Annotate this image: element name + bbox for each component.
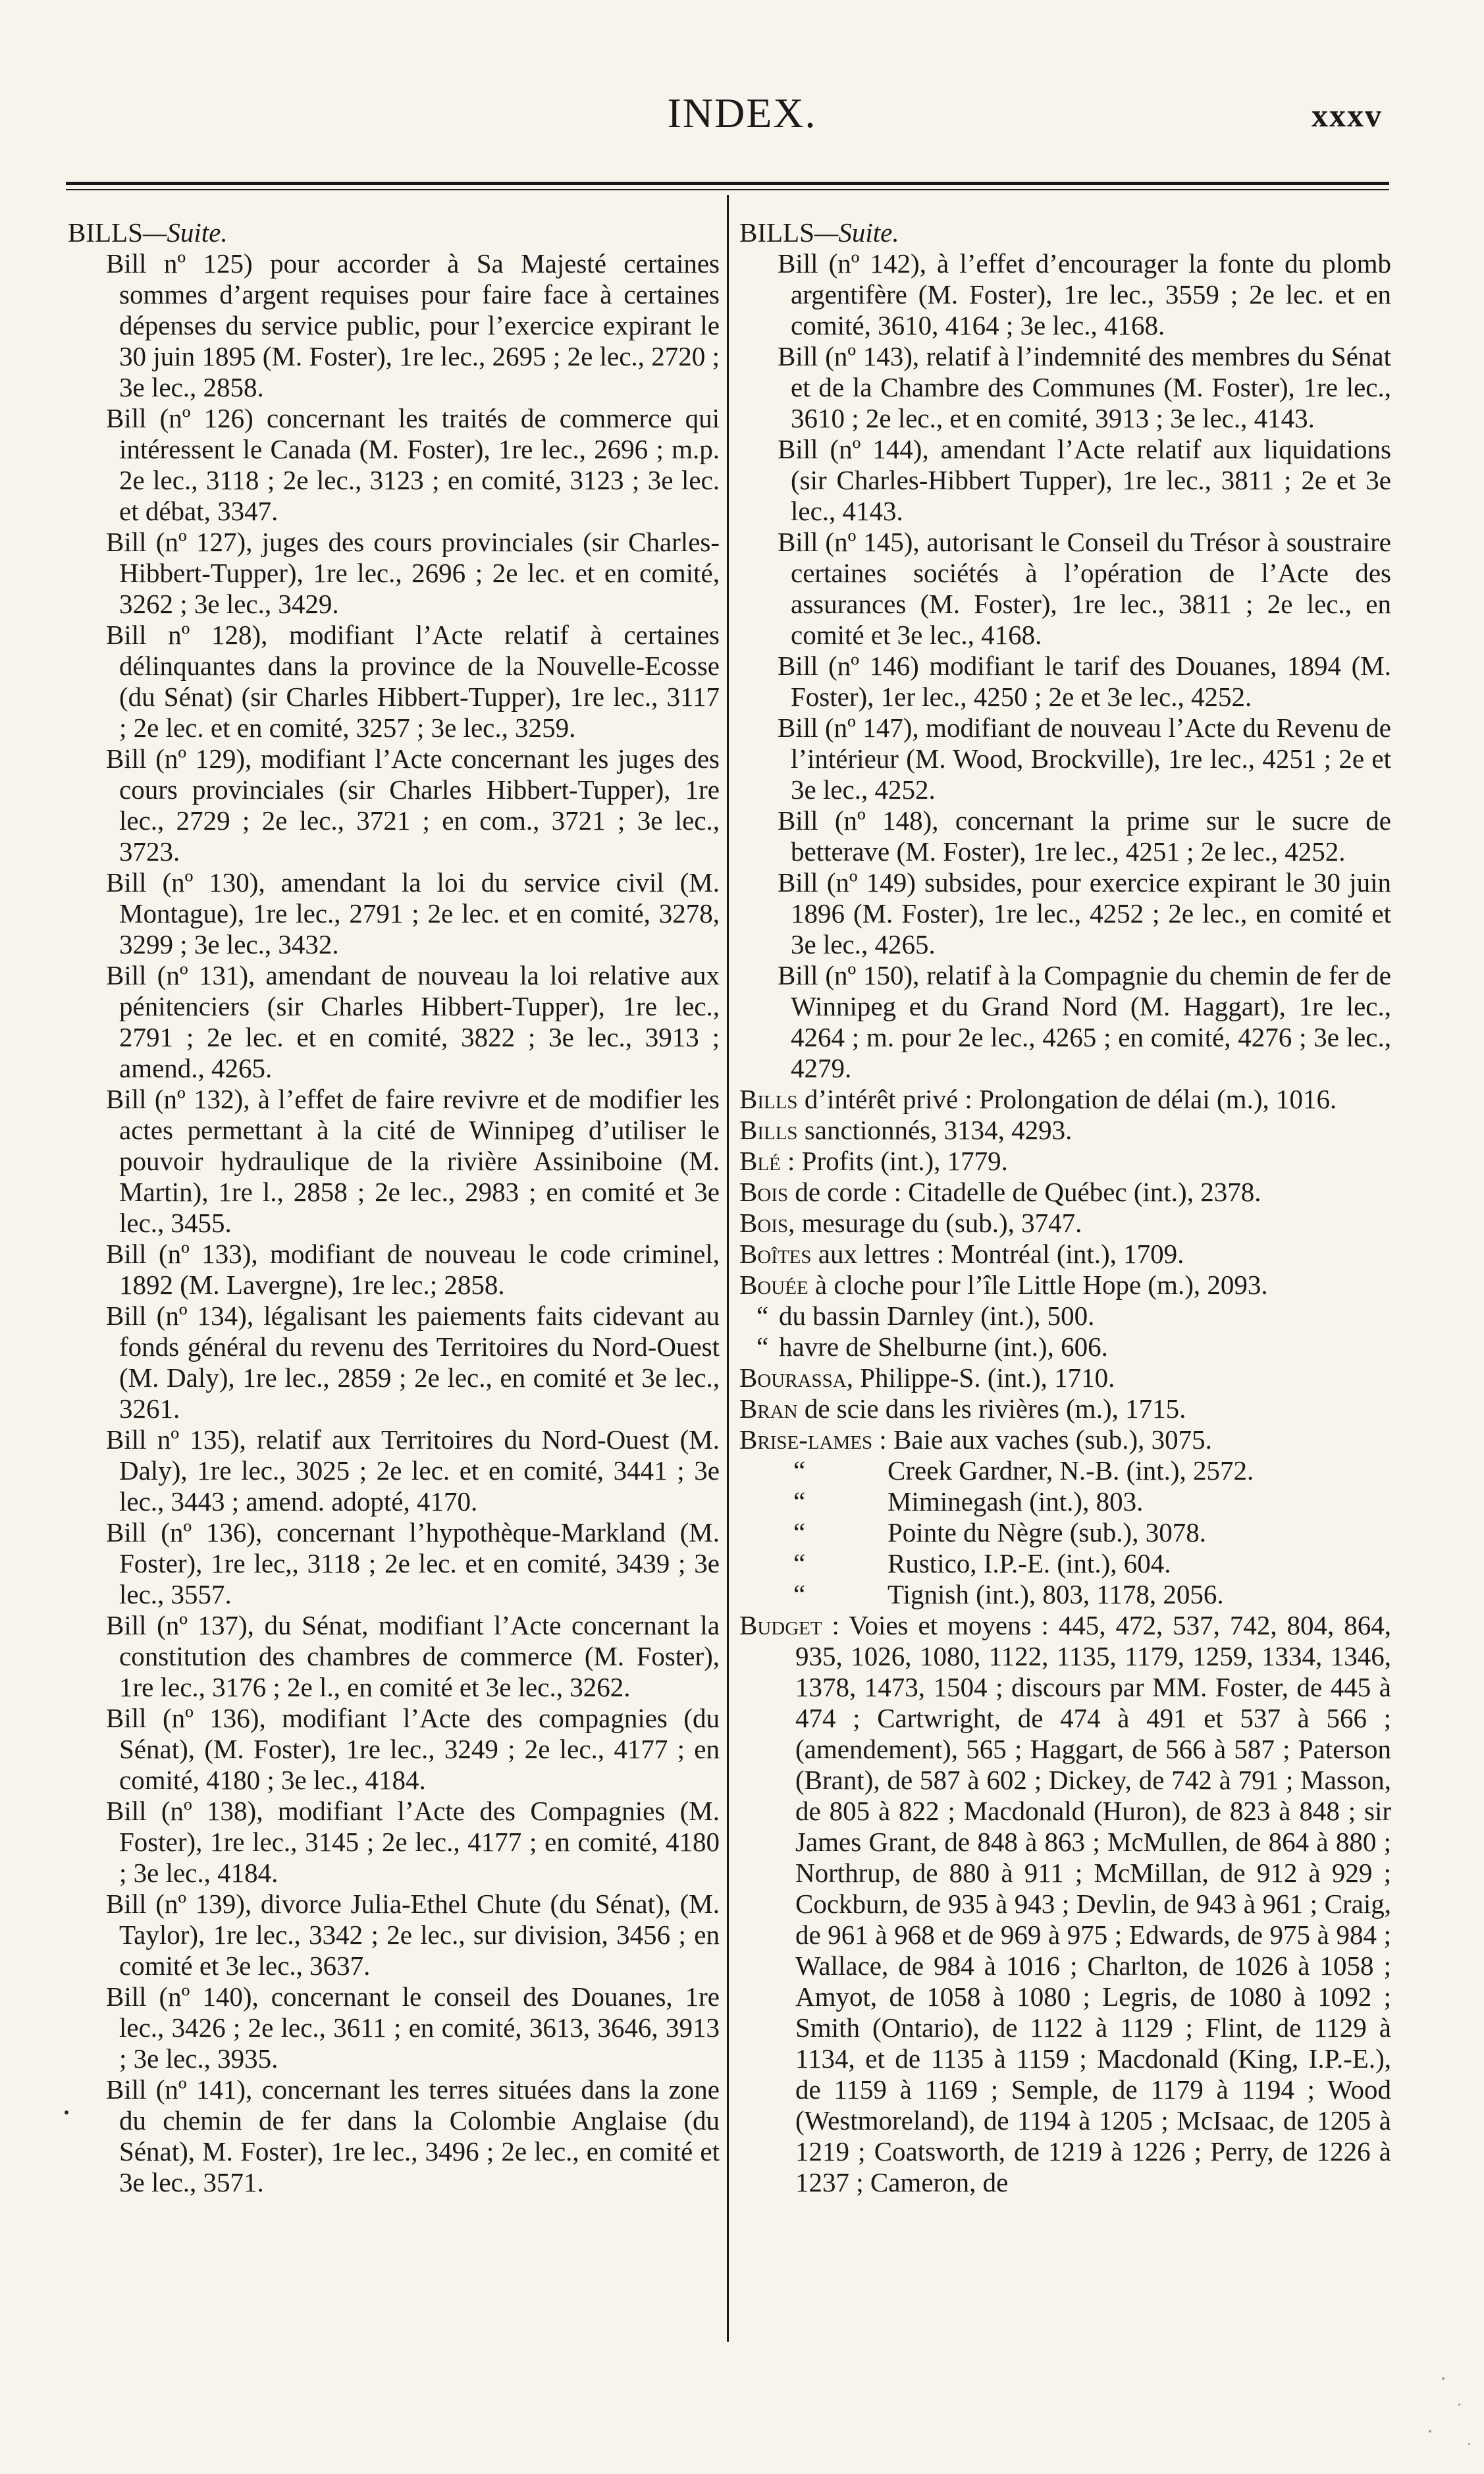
index-entry: Bill nº 125) pour accorder à Sa Majesté certaines sommes d’argent requises pour faire face à certaines dépenses du service public, pour l’exercice expirant le 30 juin 1895 (M. Foster), 1re lec., 2695 ; 2e lec., 2720 ; 3e lec., 2858. <box>106 248 720 402</box>
entry-text: de corde : Citadelle de Québec (int.), 2378. <box>788 1177 1261 1207</box>
index-subentry <box>739 1579 1391 1610</box>
index-entry: Bill nº 135), relatif aux Territoires du Nord-Ouest (M. Daly), 1re lec., 3025 ; 2e lec. et en comité, 3441 ; 3e lec., 3443 ; amend. adopté, 4170. <box>106 1424 720 1517</box>
index-subentry <box>739 1517 1391 1548</box>
index-entry: Bill (nº 144), amendant l’Acte relatif aux liquidations (sir Charles-Hibbert Tupper), 1re lec., 3811 ; 2e et 3e lec., 4143. <box>778 434 1391 526</box>
index-entry: Bill (nº 145), autorisant le Conseil du Trésor à soustraire certaines sociétés à l’opération de l’Acte des assurances (M. Foster), 1re lec., 3811 ; 2e lec., en comité et 3e lec., 4168. <box>778 527 1391 650</box>
index-entry-budget <box>739 1610 1391 2198</box>
ditto-mark: “ <box>793 1455 806 1486</box>
ditto-mark: “ <box>793 1548 806 1578</box>
index-entry: Bill (nº 149) subsides, pour exercice expirant le 30 juin 1896 (M. Foster), 1re lec., 4252 ; 2e lec., en comité et 3e lec., 4265. <box>778 867 1391 959</box>
index-entry: Bill (nº 130), amendant la loi du service civil (M. Montague), 1re lec., 2791 ; 2e lec. et en comité, 3278, 3299 ; 3e lec., 3432. <box>106 867 720 959</box>
index-entry: Bill (nº 147), modifiant de nouveau l’Acte du Revenu de l’intérieur (M. Wood, Brockville), 1re lec., 4251 ; 2e et 3e lec., 4252. <box>778 713 1391 805</box>
index-entry: Bill (nº 136), modifiant l’Acte des compagnies (du Sénat), (M. Foster), 1re lec., 3249 ; 2e lec., 4177 ; en comité, 4180 ; 3e lec., 4184. <box>106 1703 720 1795</box>
index-entry <box>739 1177 1391 1208</box>
page-header <box>0 0 1484 165</box>
entry-text: à cloche pour l’île Little Hope (m.), 2093. <box>808 1270 1268 1300</box>
entry-text: aux lettres : Montréal (int.), 1709. <box>811 1239 1184 1269</box>
column-divider <box>727 195 729 2342</box>
ditto-mark: “ <box>793 1486 806 1517</box>
index-entry <box>739 1208 1391 1239</box>
subentry-text: Tignish (int.), 803, 1178, 2056. <box>888 1579 1224 1609</box>
ditto-mark: “ <box>756 1331 769 1362</box>
entry-text: : Profits (int.), 1779. <box>780 1146 1008 1176</box>
entry-head: Bois <box>739 1208 789 1238</box>
index-entry: Bill (nº 139), divorce Julia-Ethel Chute (du Sénat), (M. Taylor), 1re lec., 3342 ; 2e lec., sur division, 3456 ; en comité et 3e lec., 3637. <box>106 1889 720 1981</box>
index-entry: Bill (nº 136), concernant l’hypothèque-Markland (M. Foster), 1re lec,, 3118 ; 2e lec. et en comité, 3439 ; 3e lec., 3557. <box>106 1517 720 1609</box>
entry-text: , mesurage du (sub.), 3747. <box>788 1208 1082 1238</box>
entry-text: sanctionnés, 3134, 4293. <box>797 1115 1073 1145</box>
index-subentry <box>739 1548 1391 1579</box>
entry-head: Bran <box>739 1393 798 1424</box>
ink-blot <box>65 2111 68 2114</box>
entry-head: Bills <box>739 1084 798 1114</box>
page-number: xxxv <box>1312 97 1383 134</box>
index-entry: Bill nº 128), modifiant l’Acte relatif à certaines délinquantes dans la province de la Nouvelle-Ecosse (du Sénat) (sir Charles Hibbert-Tupper), 1re lec., 3117 ; 2e lec. et en comité, 3257 ; 3e lec., 3259. <box>106 620 720 743</box>
subentry-text: Rustico, I.P.-E. (int.), 604. <box>888 1548 1171 1578</box>
index-entry: Bill (nº 131), amendant de nouveau la loi relative aux pénitenciers (sir Charles Hibbert-Tupper), 1re lec., 2791 ; 2e lec. et en comité, 3822 ; 3e lec., 3913 ; amend., 4265. <box>106 960 720 1083</box>
index-entry: Bill (nº 138), modifiant l’Acte des Compagnies (M. Foster), 1re lec., 3145 ; 2e lec., 4177 ; en comité, 4180 ; 3e lec., 4184. <box>106 1796 720 1888</box>
ditto-mark: “ <box>793 1517 806 1547</box>
index-entry: Bill (nº 132), à l’effet de faire revivre et de modifier les actes permettant à la cité de Winnipeg d’utiliser le pouvoir hydraulique de la rivière Assiniboine (M. Martin), 1re l., 2858 ; 2e lec., 2983 ; en comité et 3e lec., 3455. <box>106 1084 720 1238</box>
index-entry: Bill (nº 129), modifiant l’Acte concernant les juges des cours provinciales (sir Charles Hibbert-Tupper), 1re lec., 2729 ; 2e lec., 3721 ; en com., 3721 ; 3e lec., 3723. <box>106 743 720 867</box>
index-entry: Bill (nº 141), concernant les terres situées dans la zone du chemin de fer dans la Colombie Anglaise (du Sénat), M. Foster), 1re lec., 3496 ; 2e lec., en comité et 3e lec., 3571. <box>106 2074 720 2197</box>
header-rule-thick <box>66 182 1389 185</box>
section-suffix: —Suite. <box>142 217 228 248</box>
ditto-mark: “ <box>793 1579 806 1609</box>
index-subentry <box>739 1486 1391 1517</box>
paper-speck <box>1442 2377 1444 2380</box>
subentry-text: Creek Gardner, N.-B. (int.), 2572. <box>888 1455 1254 1486</box>
index-entry: Bill (nº 133), modifiant de nouveau le code criminel, 1892 (M. Lavergne), 1re lec.; 2858. <box>106 1239 720 1300</box>
index-subentry <box>739 1331 1391 1362</box>
index-entry <box>739 1239 1391 1270</box>
index-entry: Bill (nº 148), concernant la prime sur le sucre de betterave (M. Foster), 1re lec., 4251 ; 2e lec., 4252. <box>778 805 1391 867</box>
index-entry <box>739 1084 1391 1115</box>
index-subentry <box>739 1301 1391 1331</box>
index-entry <box>739 1270 1391 1301</box>
entry-head: Budget <box>739 1610 822 1640</box>
paper-speck <box>1458 2404 1460 2406</box>
page-title: INDEX. <box>667 90 817 136</box>
entry-head: Bourassa <box>739 1362 847 1393</box>
header-rule-thin <box>66 189 1389 190</box>
section-head-label: BILLS <box>739 217 814 248</box>
index-entry <box>739 1424 1391 1455</box>
index-subentry <box>739 1455 1391 1486</box>
entry-head: Bills <box>739 1115 798 1145</box>
index-entry: Bill (nº 143), relatif à l’indemnité des membres du Sénat et de la Chambre des Communes (M. Foster), 1re lec., 3610 ; 2e lec., et en comité, 3913 ; 3e lec., 4143. <box>778 341 1391 433</box>
entry-text: : Voies et moyens : 445, 472, 537, 742, 804, 864, 935, 1026, 1080, 1122, 1135, 1179, 1259, 1334, 1346, 1378, 1473, 1504 ; discours par MM. Foster, de 445 à 474 ; Cartwright, de 474 à 491 et 537 à 566 ; (amendement), 565 ; Haggart, de 566 à 587 ; Paterson (Brant), de 587 à 602 ; Dickey, de 742 à 791 ; Masson, de 805 à 822 ; Macdonald (Huron), de 823 à 848 ; sir James Grant, de 848 à 863 ; McMullen, de 864 à 880 ; Northrup, de 880 à 911 ; McMillan, de 912 à 929 ; Cockburn, de 935 à 943 ; Devlin, de 943 à 961 ; Craig, de 961 à 968 et de 969 à 975 ; Edwards, de 975 à 984 ; Wallace, de 984 à 1016 ; Charlton, de 1026 à 1058 ; Amyot, de 1058 à 1080 ; Legris, de 1080 à 1092 ; Smith (Ontario), de 1122 à 1129 ; Flint, de 1129 à 1134, et de 1135 à 1159 ; Macdonald (King, I.P.-E.), de 1159 à 1169 ; Semple, de 1179 à 1194 ; Wood (Westmoreland), de 1194 à 1205 ; McIsaac, de 1205 à 1219 ; Coatsworth, de 1219 à 1226 ; Perry, de 1226 à 1237 ; Cameron, de <box>795 1610 1391 2197</box>
section-heading <box>68 217 720 248</box>
paper-speck <box>1468 2443 1470 2445</box>
left-column <box>68 217 720 2198</box>
entry-head: Boîtes <box>739 1239 812 1269</box>
entry-text: de scie dans les rivières (m.), 1715. <box>797 1393 1186 1424</box>
index-entry: Bill (nº 127), juges des cours provinciales (sir Charles-Hibbert-Tupper), 1re lec., 2696 ; 2e lec. et en comité, 3262 ; 3e lec., 3429. <box>106 527 720 619</box>
paper-speck <box>1429 2430 1431 2433</box>
index-entry: Bill (nº 142), à l’effet d’encourager la fonte du plomb argentifère (M. Foster), 1re lec., 3559 ; 2e lec. et en comité, 3610, 4164 ; 3e lec., 4168. <box>778 248 1391 340</box>
section-heading <box>739 217 1391 248</box>
entry-head: Brise-lames <box>739 1424 873 1455</box>
entry-text: , Philippe-S. (int.), 1710. <box>846 1362 1115 1393</box>
section-suffix: —Suite. <box>814 217 899 248</box>
index-entry: Bill (nº 150), relatif à la Compagnie du chemin de fer de Winnipeg et du Grand Nord (M. Haggart), 1re lec., 4264 ; m. pour 2e lec., 4265 ; en comité, 4276 ; 3e lec., 4279. <box>778 960 1391 1083</box>
index-entry <box>739 1146 1391 1177</box>
entry-text: : Baie aux vaches (sub.), 3075. <box>872 1424 1212 1455</box>
index-entry <box>739 1362 1391 1393</box>
index-entry <box>739 1393 1391 1424</box>
entry-head: Bois <box>739 1177 789 1207</box>
index-entry: Bill (nº 146) modifiant le tarif des Douanes, 1894 (M. Foster), 1er lec., 4250 ; 2e et 3e lec., 4252. <box>778 651 1391 712</box>
index-entry: Bill (nº 140), concernant le conseil des Douanes, 1re lec., 3426 ; 2e lec., 3611 ; en comité, 3613, 3646, 3913 ; 3e lec., 3935. <box>106 1981 720 2074</box>
section-head-label: BILLS <box>68 217 143 248</box>
right-column <box>739 217 1391 2198</box>
entry-head: Bouée <box>739 1270 808 1300</box>
index-entry: Bill (nº 134), légalisant les paiements faits cidevant au fonds général du revenu des Territoires du Nord-Ouest (M. Daly), 1re lec., 2859 ; 2e lec., en comité et 3e lec., 3261. <box>106 1301 720 1424</box>
index-entry: Bill (nº 126) concernant les traités de commerce qui intéressent le Canada (M. Foster), 1re lec., 2696 ; m.p. 2e lec., 3118 ; 2e lec., 3123 ; en comité, 3123 ; 3e lec. et débat, 3347. <box>106 403 720 526</box>
subentry-text: du bassin Darnley (int.), 500. <box>779 1301 1095 1331</box>
subentry-text: havre de Shelburne (int.), 606. <box>779 1331 1108 1362</box>
index-entry <box>739 1115 1391 1146</box>
subentry-text: Miminegash (int.), 803. <box>888 1486 1144 1517</box>
entry-text: d’intérêt privé : Prolongation de délai (m.), 1016. <box>797 1084 1337 1114</box>
subentry-text: Pointe du Nègre (sub.), 3078. <box>888 1517 1206 1547</box>
entry-head: Blé <box>739 1146 781 1176</box>
ditto-mark: “ <box>756 1301 769 1331</box>
index-entry: Bill (nº 137), du Sénat, modifiant l’Acte concernant la constitution des chambres de commerce (M. Foster), 1re lec., 3176 ; 2e l., en comité et 3e lec., 3262. <box>106 1610 720 1702</box>
